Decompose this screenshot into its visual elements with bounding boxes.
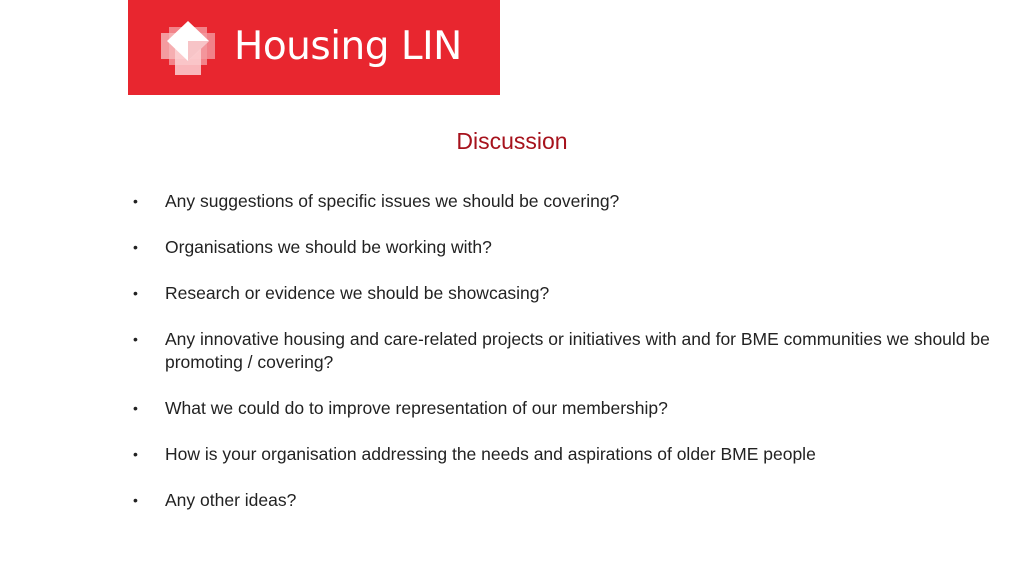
- bullet-item: [133, 443, 993, 466]
- bullet-text: What we could do to improve representation of our membership?: [165, 398, 668, 418]
- bullet-item: [133, 328, 993, 374]
- bullet-dot: •: [133, 492, 138, 508]
- bullet-dot: •: [133, 239, 138, 255]
- bullet-item: [133, 236, 993, 259]
- bullet-text: Research or evidence we should be showcasing?: [165, 283, 550, 303]
- bullet-text: Organisations we should be working with?: [165, 237, 492, 257]
- bullet-text: Any innovative housing and care-related projects or initiatives with and for BME communities we should be promoting / covering?: [165, 329, 990, 372]
- bullet-text: Any other ideas?: [165, 490, 297, 510]
- bullet-dot: •: [133, 193, 138, 209]
- slide-title: Discussion: [456, 128, 568, 154]
- bullet-item: [133, 397, 993, 420]
- bullet-item: [133, 489, 993, 512]
- bullet-text: Any suggestions of specific issues we should be covering?: [165, 191, 620, 211]
- bullet-item: [133, 190, 993, 213]
- house-logo-icon: [161, 19, 215, 75]
- bullet-dot: •: [133, 400, 138, 416]
- bullet-text: How is your organisation addressing the needs and aspirations of older BME people: [165, 444, 816, 464]
- housing-lin-logo: [128, 0, 500, 95]
- logo-text: Housing LIN: [234, 24, 462, 69]
- bullet-dot: •: [133, 285, 138, 301]
- bullet-dot: •: [133, 331, 138, 347]
- bullet-item: [133, 282, 993, 305]
- bullet-dot: •: [133, 446, 138, 462]
- discussion-bullet-list: [133, 190, 993, 535]
